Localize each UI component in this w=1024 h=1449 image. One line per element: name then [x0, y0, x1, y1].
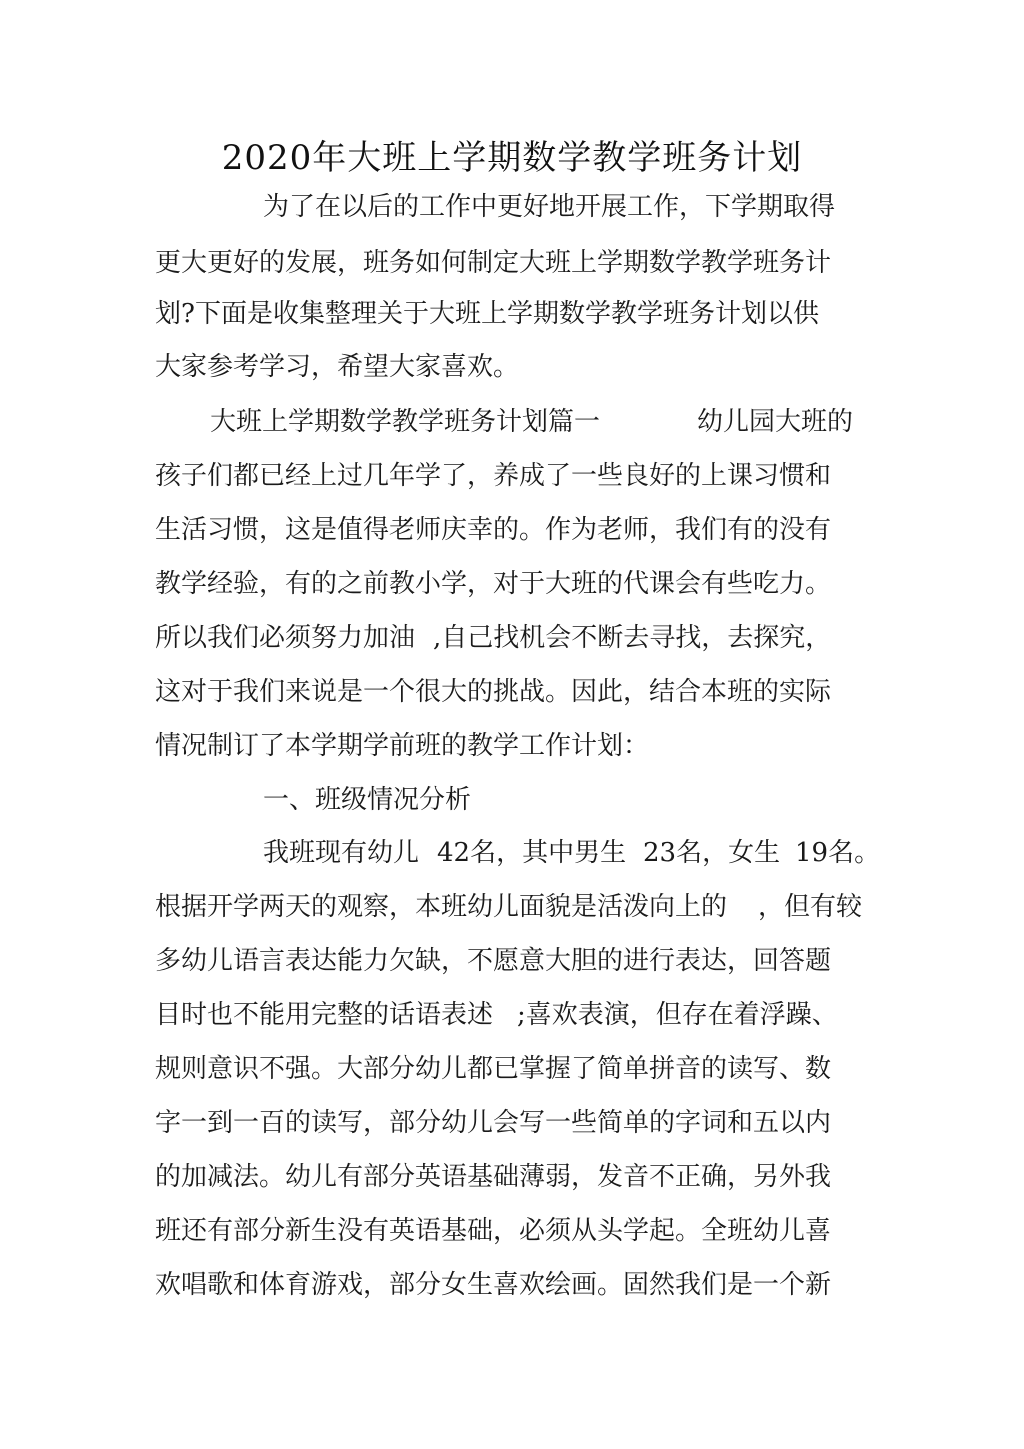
para1-line-3: 教学经验，有的之前教小学，对于大班的代课会有些吃力。 — [155, 569, 832, 599]
intro-line-3: 划?下面是收集整理关于大班上学期数学教学班务计划以供 — [155, 299, 819, 329]
para2-line-3-left: 目时也不能用完整的话语表述 — [155, 1000, 494, 1030]
stats-total-boys: 42名，其中男生 — [437, 838, 627, 868]
para1-line-5: 这对于我们来说是一个很大的挑战。因此，结合本班的实际 — [155, 677, 832, 707]
intro-line-4: 大家参考学习，希望大家喜欢。 — [155, 352, 520, 382]
para2-line-3-right: ;喜欢表演，但存在着浮躁、 — [517, 1000, 838, 1030]
para1-line-6: 情况制订了本学期学前班的教学工作计划： — [155, 731, 650, 761]
para1-line-1: 孩子们都已经上过几年学了，养成了一些良好的上课习惯和 — [155, 461, 832, 491]
para2-line-8: 欢唱歌和体育游戏，部分女生喜欢绘画。固然我们是一个新 — [155, 1270, 832, 1300]
para2-line-5: 字一到一百的读写，部分幼儿会写一些简单的字词和五以内 — [155, 1108, 832, 1138]
para2-line-1-left: 根据开学两天的观察，本班幼儿面貌是活泼向上的 — [155, 892, 728, 922]
heading-class-analysis: 一、班级情况分析 — [263, 785, 472, 815]
stats-total-label: 我班现有幼儿 — [263, 838, 420, 868]
para1-line-4-left: 所以我们必须努力加油 — [155, 623, 416, 653]
intro-line-1: 为了在以后的工作中更好地开展工作，下学期取得 — [263, 192, 836, 222]
para2-line-4: 规则意识不强。大部分幼儿都已掌握了简单拼音的读写、数 — [155, 1054, 832, 1084]
stats-boys-girls: 23名，女生 — [643, 838, 781, 868]
para2-line-2: 多幼儿语言表达能力欠缺，不愿意大胆的进行表达，回答题 — [155, 946, 832, 976]
document-title: 2020年大班上学期数学教学班务计划 — [221, 138, 803, 178]
intro-line-2: 更大更好的发展，班务如何制定大班上学期数学教学班务计 — [155, 248, 832, 278]
stats-girls: 19名。 — [795, 838, 881, 868]
section-heading-continuation: 幼儿园大班的 — [697, 407, 854, 437]
section-heading: 大班上学期数学教学班务计划篇一 — [210, 407, 601, 437]
para2-line-7: 班还有部分新生没有英语基础，必须从头学起。全班幼儿喜 — [155, 1216, 832, 1246]
para2-line-6: 的加减法。幼儿有部分英语基础薄弱，发音不正确，另外我 — [155, 1162, 832, 1192]
para1-line-4-right: ,自己找机会不断去寻找，去探究， — [433, 623, 832, 653]
para1-line-2: 生活习惯，这是值得老师庆幸的。作为老师，我们有的没有 — [155, 515, 832, 545]
para2-line-1-right: ，但有较 — [758, 892, 863, 922]
